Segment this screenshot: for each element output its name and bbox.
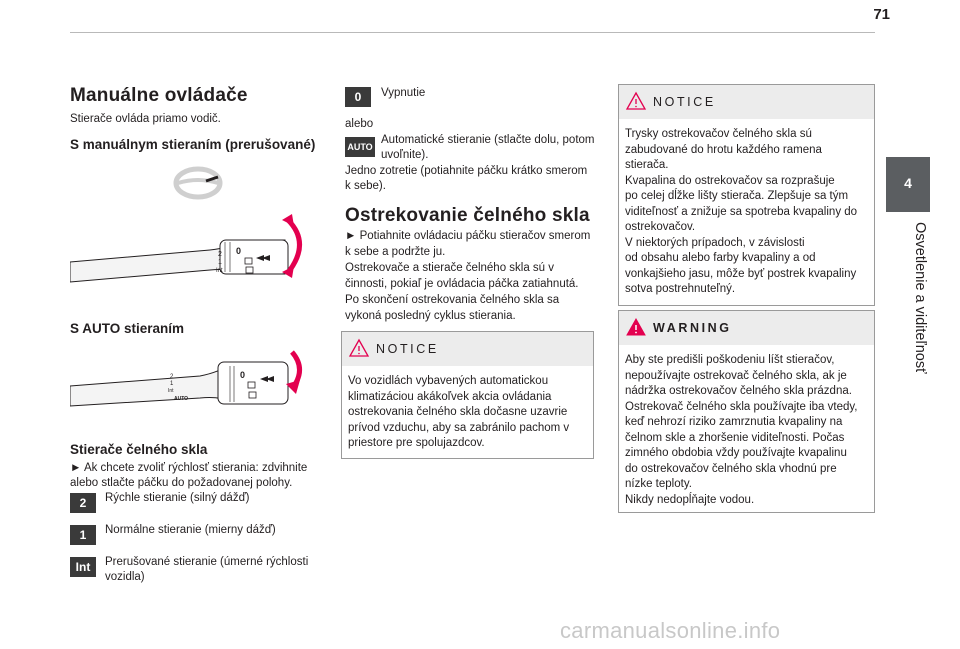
wash-line-4: činnosti, pokiaľ je ovládacia páčka zatiahnutá. <box>345 278 579 290</box>
steering-wheel-icon <box>172 165 224 201</box>
key-badge-1: 1 <box>70 525 96 545</box>
warning-line: nepoužívajte ostrekovač čelného skla, ak je <box>625 369 847 382</box>
section-title-washing: Ostrekovanie čelného skla <box>345 205 590 226</box>
notice-label: NOTICE <box>376 342 439 356</box>
notice-line: prívod vzduchu, aby sa zabránilo pachom v <box>348 421 570 434</box>
notice-body <box>625 127 868 298</box>
warning-line: keď nehrozí riziko zamrznutia kvapaliny na <box>625 416 843 428</box>
key-badge-auto: AUTO <box>345 137 375 157</box>
top-divider <box>70 32 875 33</box>
lever-mark-2: 2 <box>218 251 222 258</box>
warning-line: nádržka ostrekovačov čelného skla prázdna. <box>625 385 852 397</box>
lever-mark-1: 1 <box>218 259 222 266</box>
page-number: 71 <box>873 6 890 23</box>
warning-line: Aby ste predišli poškodeniu líšt stieračov, <box>625 354 835 366</box>
chapter-tab <box>886 0 960 649</box>
notice-line: ostrekovania čelného skla dočasne uzavrie <box>348 406 568 418</box>
section-title-manual: Manuálne ovládače <box>70 85 248 106</box>
off-text: Vypnutie <box>381 87 426 99</box>
warning-label: WARNING <box>653 321 732 335</box>
subtitle-manual-wiping: S manuálnym stieraním (prerušované) <box>70 137 316 152</box>
wash-line-5: Po skončení ostrekovania čelného skla sa <box>345 294 560 306</box>
notice-line: po celej dĺžke lišty stierača. Zlepšuje sa tým <box>625 190 849 202</box>
notice-line: ostrekovačov. <box>625 221 696 233</box>
notice-warning-triangle-icon <box>348 338 370 358</box>
wash-line-6: vykoná posledný cyklus stierania. <box>345 310 516 322</box>
notice-header <box>342 332 593 366</box>
notice-body <box>348 374 587 452</box>
or-text: alebo <box>345 118 374 130</box>
wash-line-3: Ostrekovače a stierače čelného skla sú v <box>345 262 555 274</box>
notice-line: viditeľnosť a znižuje sa spotreba kvapaliny do <box>625 205 858 218</box>
lever2-mark-2: 2 <box>170 374 174 380</box>
warning-triangle-icon <box>625 317 647 337</box>
notice-line: klimatizáciou akákoľvek akcia ovládania <box>348 390 552 403</box>
instruction-line-2: alebo stlačte páčku do požadovanej polohy. <box>70 477 293 489</box>
warning-line: čelnom skle a zhoršenie viditeľnosti. Počas <box>625 431 845 444</box>
key-badge-int: Int <box>70 557 96 577</box>
notice-line: Vo vozidlách vybavených automatickou <box>348 375 549 387</box>
chapter-title: Osvetlenie a viditeľnosť <box>912 222 928 374</box>
notice-line: priestore pre spolujazdcov. <box>348 437 485 449</box>
instruction-line-1: ► Ak chcete zvoliť rýchlosť stierania: zdvihnite <box>70 462 308 474</box>
speed-normal-text: Normálne stieranie (mierny dážď) <box>105 524 276 536</box>
notice-box-jets <box>618 84 875 306</box>
warning-line: Nikdy nedopĺňajte vodou. <box>625 493 755 506</box>
notice-label: NOTICE <box>653 95 716 109</box>
subtitle-windscreen-wipers: Stierače čelného skla <box>70 442 208 457</box>
wiper-lever-manual-illustration <box>70 212 305 297</box>
notice-warning-triangle-icon <box>625 91 647 111</box>
auto-text-1: Automatické stieranie (stlačte dolu, potom <box>381 134 595 146</box>
lever2-mark-1: 1 <box>170 381 174 387</box>
speed-intermittent-text-1: Prerušované stieranie (úmerné rýchlosti <box>105 556 309 568</box>
notice-line: V niektorých prípadoch, v závislosti <box>625 236 805 249</box>
single-wipe-text-2: k sebe). <box>345 180 386 192</box>
key-badge-2: 2 <box>70 493 96 513</box>
wiper-lever-auto-illustration <box>70 348 305 418</box>
notice-line: Kvapalina do ostrekovačov sa rozprašuje <box>625 174 835 187</box>
lever2-mark-0: 0 <box>240 370 246 380</box>
speed-intermittent-text-2: vozidla) <box>105 571 145 583</box>
subtitle-auto-wiping: S AUTO stieraním <box>70 321 185 336</box>
warning-body <box>625 353 868 508</box>
single-wipe-text-1: Jedno zotretie (potiahnite páčku krátko smerom <box>345 165 588 177</box>
wash-line-2: k sebe a podržte ju. <box>345 246 446 258</box>
auto-text-2: uvoľnite). <box>381 149 429 161</box>
warning-line: nízke teploty. <box>625 478 692 490</box>
lever2-mark-auto: AUTO <box>174 396 189 402</box>
wash-line-1: ► Potiahnite ovládaciu páčku stieračov smerom <box>345 230 591 242</box>
warning-header <box>619 311 874 345</box>
notice-line: od obsahu alebo farby kvapaliny a od <box>625 252 816 264</box>
warning-line: zimného obdobia vždy používajte kvapalinu <box>625 447 847 459</box>
notice-box-air <box>341 331 594 459</box>
warning-line: do ostrekovačov čelného skla vhodnú pre <box>625 462 837 475</box>
lever-mark-int: Int <box>216 268 223 274</box>
watermark: carmanualsonline.info <box>560 618 781 643</box>
notice-line: zabudované do hrotu každého ramena <box>625 143 822 156</box>
notice-header <box>619 85 874 119</box>
notice-line: sotva postrehnuteľný. <box>625 283 736 295</box>
lever-mark-0: 0 <box>236 246 242 256</box>
lever2-mark-int: Int <box>168 388 174 394</box>
speed-fast-text: Rýchle stieranie (silný dážď) <box>105 492 250 504</box>
warning-line: Ostrekovač čelného skla používajte iba vtedy, <box>625 400 858 413</box>
warning-box <box>618 310 875 513</box>
intro-text: Stierače ovláda priamo vodič. <box>70 113 221 125</box>
key-badge-0: 0 <box>345 87 371 107</box>
notice-line: Trysky ostrekovačov čelného skla sú <box>625 128 812 140</box>
chapter-number: 4 <box>904 175 912 191</box>
notice-line: stierača. <box>625 159 669 171</box>
notice-line: vonkajšieho jasu, môže byť postrek kvapaliny <box>625 267 857 280</box>
